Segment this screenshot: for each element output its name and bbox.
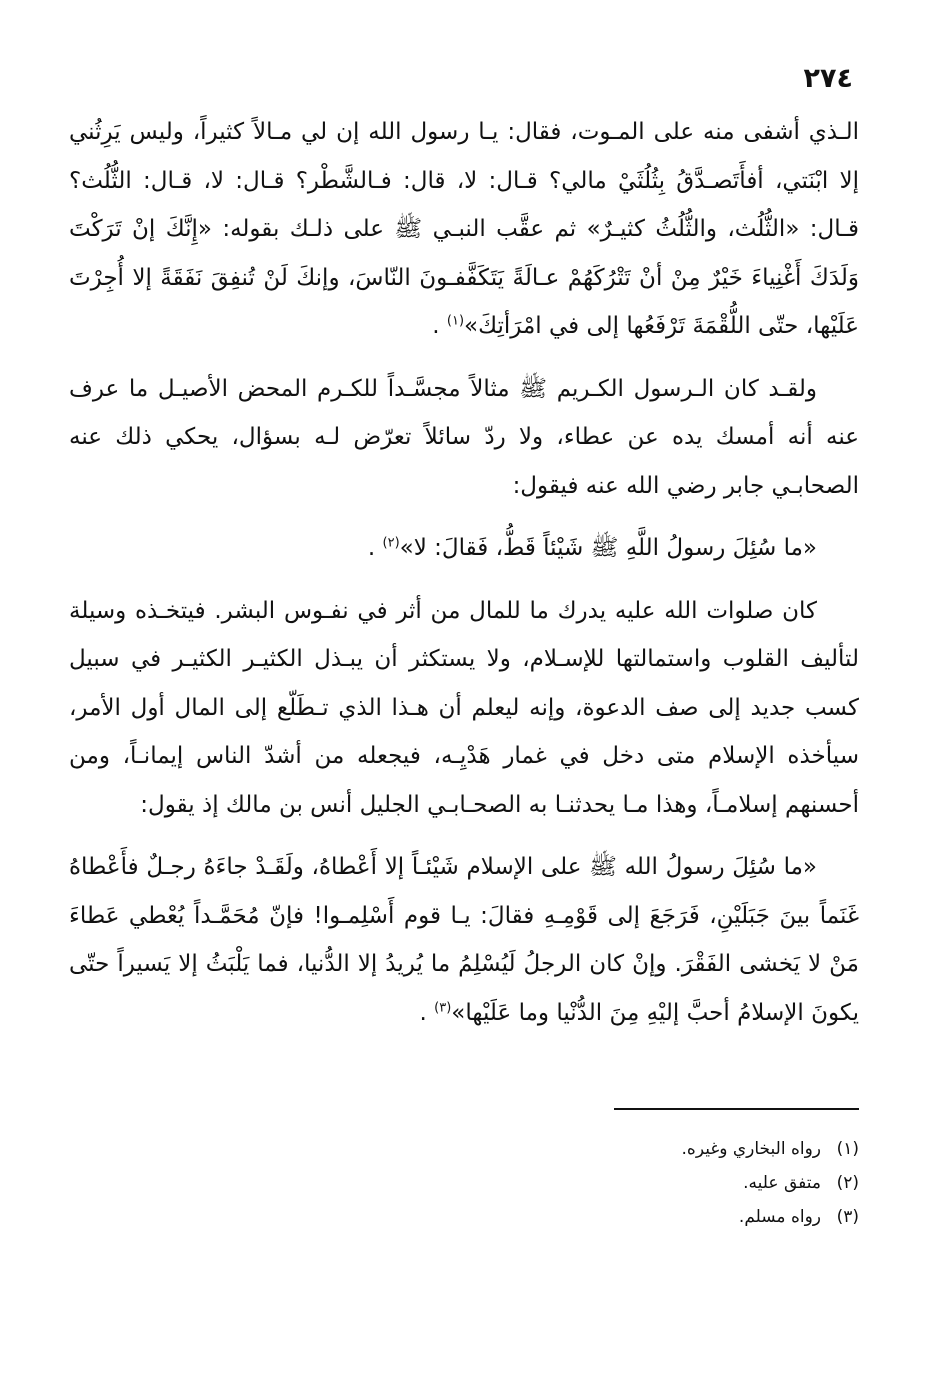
- footnote-ref-1: (١): [446, 313, 465, 329]
- paragraph-3: كان صلوات الله عليه يدرك ما للمال من أثر في نفـوس البشر. فيتخـذه وسيلة لتأليف القلوب واستمالتها للإسـلام، ولا يستكثر أن يبـذل الكثيـر الكثيـر في سبيل كسب جديد إلى صف الدعوة، وإنه ليعلم أن هـذا الذي تـطَلّع إلى المال أول الأمر، سيأخذه الإسلام متى دخل في غمار هَدْيِـه، فيجعله من أشدّ الناس إيمانـاً، ومن أحسنهم إسلامـاً، وهذا مـا يحدثنـا به الصحـابـي الجليل أنس بن مالك إذ يقول:: [69, 597, 859, 818]
- paragraph-1-end: .: [432, 313, 447, 339]
- quote-2-end: .: [419, 999, 435, 1026]
- quote-2-text: «ما سُئِلَ رسولُ الله ﷺ على الإسلام شَيْئـاً إلا أَعْطاهُ، ولَقَـدْ جاءَهُ رجـلٌ فأَعْطاهُ غَنَماً بينَ جَبَلَيْنِ، فَرَجَعَ إلى قَوْمِـهِ فقالَ: يـا قوم أَسْلِمـوا! فإنّ مُحَمَّـداً يُعْطي عَطاءَ مَنْ لا يَخشى الفَقْرَ. وإنْ كان الرجلُ لَيُسْلِمُ ما يُريدُ إلا الدُّنيا، فما يَلْبَثُ إلا يَسيراً حتّى يكونَ الإسلامُ أحبَّ إليْهِ مِنَ الدُّنْيا وما عَلَيْها»: [69, 854, 859, 1026]
- body-text: [69, 108, 859, 1051]
- footnote-text: رواه مسلم.: [738, 1207, 821, 1227]
- quote-1-text: «ما سُئِلَ رسولُ اللَّهِ ﷺ شَيْئاً قَطُّ، فَقالَ: لا»: [399, 535, 817, 561]
- page-number: ٢٧٤: [803, 63, 853, 94]
- footnote-number: (٢): [836, 1173, 859, 1193]
- footnote-item: [359, 1132, 859, 1166]
- paragraph-1: [69, 108, 859, 351]
- paragraph-1-text: الـذي أشفى منه على المـوت، فقال: يـا رسول الله إن لي مـالاً كثيراً، وليس يَرِثُني إلا ابْنَتي، أفأَتَصـدَّقُ بِثُلُثَيْ مالي؟ قـال: لا، قال: فـالشَّطْر؟ قـال: لا، قـال: الثُّلُث؟ قـال: «الثُّلُث، والثُّلُثُ كثيـرٌ» ثم عقَّب النبـي ﷺ على ذلـك بقوله: «إِنَّكَ إنْ تَرَكْتَ وَلَدَكَ أَغْنِياءَ خَيْرٌ مِنْ أنْ تَتْرُكَهُمْ عـالَةً يَتَكَفَّفـونَ النّاسَ، وإنكَ لَنْ تُنفِقَ نَفَقَةً إلا أُجِرْتَ عَلَيْها، حتّى اللُّقْمَةَ تَرْفَعُها إلى في امْرَأتِكَ»: [69, 119, 859, 339]
- footnote-item: [359, 1200, 859, 1234]
- footnotes: [359, 1132, 859, 1234]
- footnote-ref-3: (٣): [434, 999, 452, 1015]
- footnote-item: [359, 1166, 859, 1200]
- footnote-number: (٣): [836, 1207, 859, 1227]
- footnote-divider: [614, 1108, 859, 1110]
- footnote-text: رواه البخاري وغيره.: [681, 1139, 821, 1159]
- quote-1: [69, 524, 859, 573]
- paragraph-2: ولقـد كان الـرسول الكـريم ﷺ مثالاً مجسَّـداً للكـرم المحض الأصيـل ما عرف عنه أنه أمسك يده عن عطاء، ولا ردّ سائلاً تعرّض لـه بسؤال، يحكي ذلك عنه الصحابـي جابر رضي الله عنه فيقول:: [69, 375, 859, 499]
- quote-1-end: .: [367, 535, 383, 561]
- footnote-ref-2: (٢): [382, 535, 400, 551]
- footnote-number: (١): [836, 1139, 859, 1159]
- footnote-text: متفق عليه.: [743, 1173, 821, 1193]
- quote-2: [69, 843, 859, 1037]
